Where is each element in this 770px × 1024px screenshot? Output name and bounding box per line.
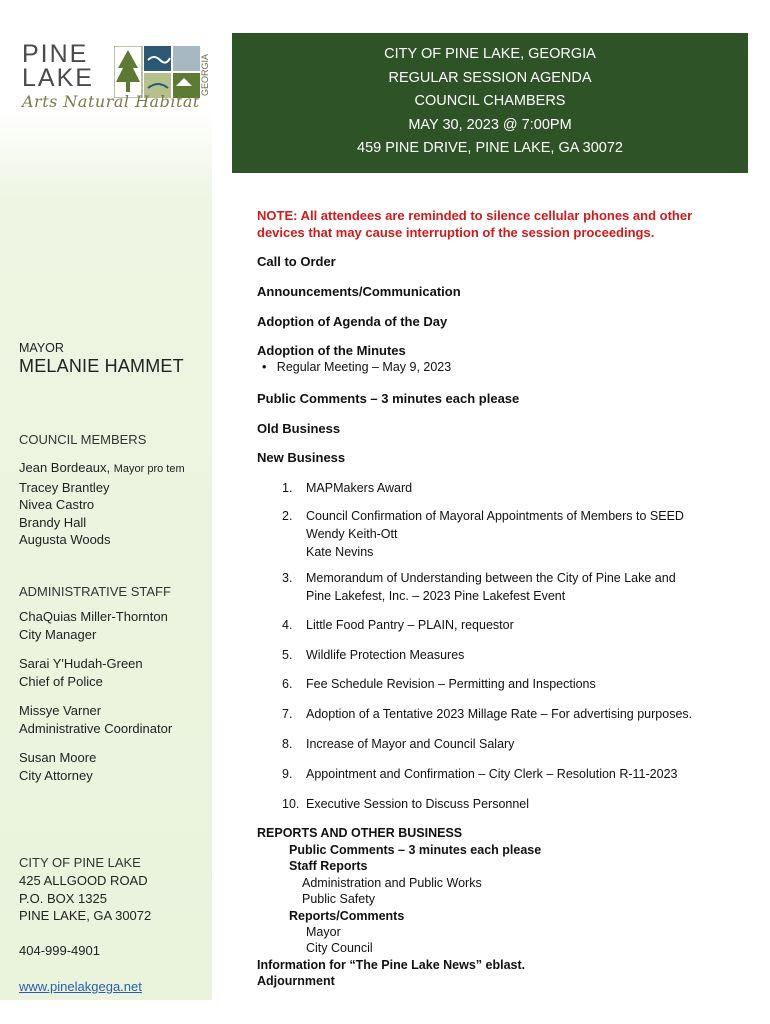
staff-member: [19, 702, 172, 737]
administrative-staff-heading: ADMINISTRATIVE STAFF: [19, 584, 171, 599]
logo-tree-icon: [114, 46, 200, 98]
banner-city: CITY OF PINE LAKE, GEORGIA: [384, 46, 596, 62]
staff-title: City Attorney: [19, 767, 93, 783]
address-line: P.O. BOX 1325: [19, 890, 107, 906]
new-business-item: 6. Fee Schedule Revision – Permitting and Inspections: [282, 677, 596, 691]
staff-reports: Staff Reports: [289, 859, 368, 873]
council-member: Jean Bordeaux, Mayor pro tem: [19, 460, 185, 475]
logo-tagline: Arts Natural Habitat: [22, 92, 200, 111]
staff-title: City Manager: [19, 626, 97, 642]
old-business: Old Business: [257, 421, 341, 436]
logo-georgia-label: [198, 42, 212, 98]
banner-address: 459 PINE DRIVE, PINE LAKE, GA 30072: [357, 140, 623, 156]
newsletter-info: Information for “The Pine Lake News” eblast.: [257, 958, 526, 972]
report-mayor: Mayor: [306, 925, 341, 939]
staff-member: [19, 655, 143, 690]
report-council: City Council: [306, 941, 373, 955]
council-member: Nivea Castro: [19, 497, 95, 512]
staff-title: Chief of Police: [19, 673, 103, 689]
new-business-item: 7. Adoption of a Tentative 2023 Millage Rate – For advertising purposes.: [282, 707, 693, 721]
adoption-of-minutes: Adoption of the Minutes: [257, 343, 406, 358]
report-admin: Administration and Public Works: [302, 876, 482, 890]
reports-comments: Reports/Comments: [289, 909, 405, 923]
address-line: PINE LAKE, GA 30072: [19, 908, 152, 923]
public-comments: Public Comments – 3 minutes each please: [257, 391, 520, 406]
new-business: New Business: [257, 450, 346, 465]
council-member: Tracey Brantley: [19, 479, 110, 495]
adoption-of-agenda: Adoption of Agenda of the Day: [257, 314, 448, 329]
pine-lake-logo: [22, 38, 212, 118]
bullet-icon: •: [262, 360, 277, 374]
banner-datetime: MAY 30, 2023 @ 7:00PM: [408, 116, 572, 133]
logo-word-pine: PINE: [22, 40, 89, 68]
new-business-item: 3. Memorandum of Understanding between the City of Pine Lake and Pine Lakefest, Inc. – 2023 Pine Lakefest Event: [282, 571, 676, 603]
city-phone: 404-999-4901: [19, 943, 100, 958]
call-to-order: Call to Order: [257, 254, 336, 269]
council-members-heading: COUNCIL MEMBERS: [19, 432, 147, 447]
new-business-item: 8. Increase of Mayor and Council Salary: [282, 737, 515, 751]
new-business-item: 9. Appointment and Confirmation – City Clerk – Resolution R-11-2023: [282, 767, 678, 781]
reports-public-comments: Public Comments – 3 minutes each please: [289, 843, 542, 857]
mayor-label: MAYOR: [19, 341, 64, 355]
staff-name: Sarai Y'Hudah-Green: [19, 656, 143, 671]
announcements: Announcements/Communication: [257, 284, 461, 299]
banner-location: COUNCIL CHAMBERS: [414, 93, 566, 109]
staff-member: [19, 608, 168, 643]
council-members-list: [19, 459, 185, 549]
council-member: Brandy Hall: [19, 514, 87, 530]
new-business-item: 1. MAPMakers Award: [282, 481, 413, 495]
banner-session: REGULAR SESSION AGENDA: [388, 69, 592, 86]
staff-name: Missye Varner: [19, 703, 102, 718]
logo-word-lake: LAKE: [22, 64, 94, 92]
mayor-name: MELANIE HAMMET: [19, 356, 184, 376]
new-business-item: 4. Little Food Pantry – PLAIN, requestor: [282, 618, 514, 632]
city-address-heading: CITY OF PINE LAKE: [19, 855, 141, 870]
adjournment: Adjournment: [257, 974, 335, 988]
staff-member: [19, 749, 96, 784]
attendee-note: NOTE: All attendees are reminded to silence cellular phones and other devices that may cause interruption of the session proceedings.: [257, 208, 693, 240]
staff-name: Susan Moore: [19, 750, 97, 765]
report-safety: Public Safety: [302, 892, 375, 906]
reports-heading: REPORTS AND OTHER BUSINESS: [257, 826, 463, 840]
staff-name: ChaQuias Miller-Thornton: [19, 609, 168, 624]
new-business-item: 10. Executive Session to Discuss Personnel: [282, 797, 530, 811]
city-website-link[interactable]: www.pinelakgega.net: [19, 979, 142, 994]
city-address: [19, 872, 151, 925]
new-business-item: 2. Council Confirmation of Mayoral Appointments of Members to SEED Wendy Keith-Ott Kate Nevins: [282, 509, 684, 559]
minutes-bullet-item: • Regular Meeting – May 9, 2023: [262, 360, 452, 374]
new-business-item: 5. Wildlife Protection Measures: [282, 648, 465, 662]
address-line: 425 ALLGOOD ROAD: [19, 873, 148, 888]
svg-text:GEORGIA: GEORGIA: [200, 53, 210, 96]
council-member: Augusta Woods: [19, 532, 111, 547]
agenda-header-banner: [232, 33, 748, 173]
staff-title: Administrative Coordinator: [19, 720, 173, 736]
